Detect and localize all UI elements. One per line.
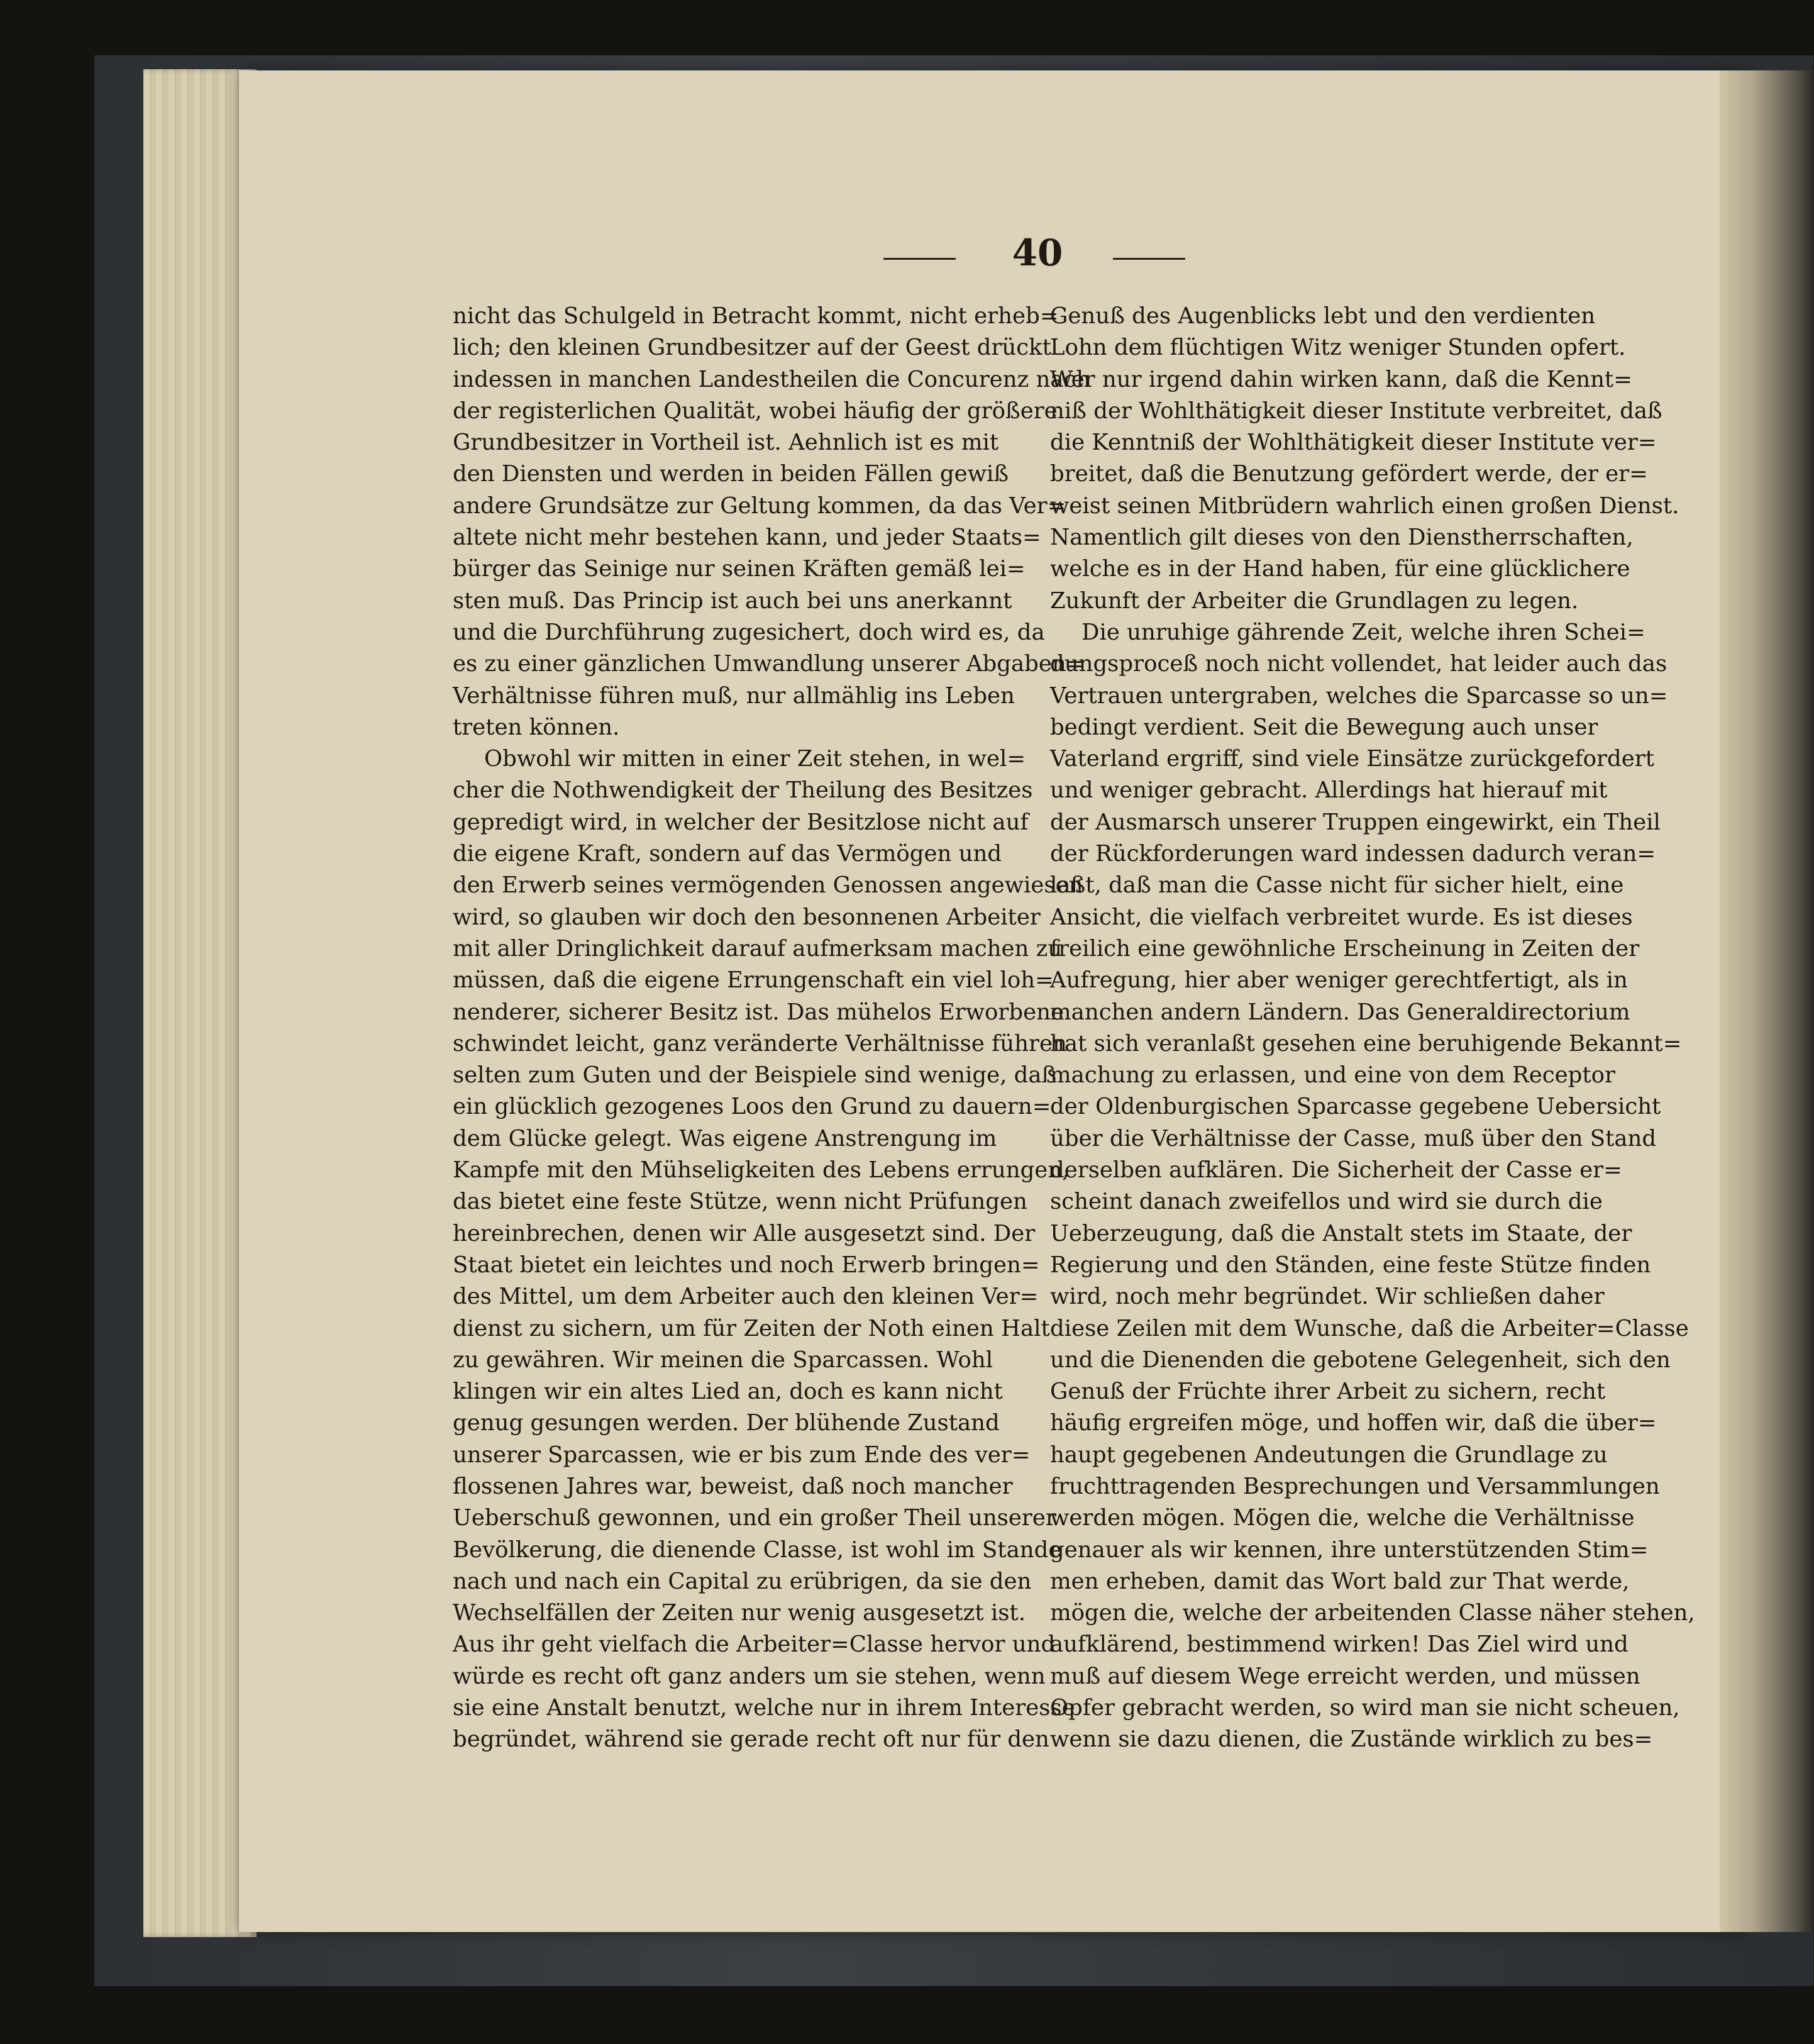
text-line: lich; den kleinen Grundbesitzer auf der Geest drückt <box>453 335 1051 361</box>
text-line: Regierung und den Ständen, eine feste Stütze finden <box>1050 1252 1651 1278</box>
text-line: Die unruhige gährende Zeit, welche ihren Schei= <box>1081 619 1645 645</box>
right-text-column <box>1050 301 1695 1756</box>
text-line: unserer Sparcassen, wie er bis zum Ende des ver= <box>453 1441 1031 1468</box>
text-line: men erheben, damit das Wort bald zur That werde, <box>1050 1568 1630 1594</box>
text-line: freilich eine gewöhnliche Erscheinung in Zeiten der <box>1050 935 1640 962</box>
text-line: bedingt verdient. Seit die Bewegung auch unser <box>1050 714 1598 740</box>
text-line: ein glücklich gezogenes Loos den Grund zu dauern= <box>453 1094 1051 1120</box>
text-line: Lohn dem flüchtigen Witz weniger Stunden opfert. <box>1050 335 1626 361</box>
text-line: die Kenntniß der Wohlthätigkeit dieser Institute ver= <box>1050 430 1657 456</box>
text-line: müssen, daß die eigene Errungenschaft ein viel loh= <box>453 967 1054 994</box>
text-line: Wechselfällen der Zeiten nur wenig ausgesetzt ist. <box>453 1600 1026 1626</box>
text-line: Obwohl wir mitten in einer Zeit stehen, in wel= <box>484 746 1026 772</box>
text-line: gepredigt wird, in welcher der Besitzlose nicht auf <box>453 809 1029 835</box>
text-line: Wer nur irgend dahin wirken kann, daß die Kennt= <box>1050 366 1632 392</box>
text-line: Ueberschuß gewonnen, und ein großer Theil unserer <box>453 1505 1056 1531</box>
text-line: weist seinen Mitbrüdern wahrlich einen großen Dienst. <box>1050 492 1679 519</box>
text-line: der Ausmarsch unserer Truppen eingewirkt, ein Theil <box>1050 809 1661 835</box>
text-line: welche es in der Hand haben, für eine glücklichere <box>1050 556 1630 582</box>
left-text-column <box>453 301 1091 1756</box>
text-line: wird, so glauben wir doch den besonnenen Arbeiter <box>453 904 1041 930</box>
text-line: altete nicht mehr bestehen kann, und jeder Staats= <box>453 525 1041 551</box>
text-line: des Mittel, um dem Arbeiter auch den kleinen Ver= <box>453 1284 1039 1310</box>
text-line: der registerlichen Qualität, wobei häufig der größere <box>453 397 1058 424</box>
book-gutter <box>1720 70 1814 1932</box>
text-line: den Diensten und werden in beiden Fällen gewiß <box>453 461 1009 487</box>
text-line: hereinbrechen, denen wir Alle ausgesetzt sind. Der <box>453 1220 1036 1247</box>
text-line: diese Zeilen mit dem Wunsche, daß die Arbeiter=Classe <box>1050 1315 1689 1341</box>
page-number: 40 <box>1012 231 1063 274</box>
text-line: häufig ergreifen möge, und hoffen wir, daß die über= <box>1050 1410 1657 1436</box>
text-line: cher die Nothwendigkeit der Theilung des Besitzes <box>453 777 1033 804</box>
text-line: Staat bietet ein leichtes und noch Erwerb bringen= <box>453 1252 1040 1278</box>
text-line: derselben aufklären. Die Sicherheit der Casse er= <box>1050 1157 1622 1184</box>
text-line: hat sich veranlaßt gesehen eine beruhigende Bekannt= <box>1050 1030 1682 1057</box>
text-line: sten muß. Das Princip ist auch bei uns anerkannt <box>453 587 1012 614</box>
text-line: Genuß der Früchte ihrer Arbeit zu sichern, recht <box>1050 1379 1606 1405</box>
text-line: Verhältnisse führen muß, nur allmählig ins Leben <box>453 682 1015 709</box>
text-line: das bietet eine feste Stütze, wenn nicht Prüfungen <box>453 1189 1027 1215</box>
text-line: genug gesungen werden. Der blühende Zustand <box>453 1410 1000 1436</box>
header-rule-left <box>883 258 956 260</box>
text-line: nenderer, sicherer Besitz ist. Das mühelos Erworbene <box>453 999 1064 1025</box>
text-line: über die Verhältnisse der Casse, muß über den Stand <box>1050 1125 1657 1152</box>
text-line: breitet, daß die Benutzung gefördert werde, der er= <box>1050 461 1648 487</box>
text-line: bürger das Seinige nur seinen Kräften gemäß lei= <box>453 556 1026 582</box>
text-line: den Erwerb seines vermögenden Genossen angewiesen <box>453 872 1083 899</box>
text-line: und weniger gebracht. Allerdings hat hierauf mit <box>1050 777 1608 804</box>
text-line: Aus ihr geht vielfach die Arbeiter=Classe hervor und <box>453 1631 1056 1658</box>
text-line: niß der Wohlthätigkeit dieser Institute verbreitet, daß <box>1050 397 1662 424</box>
text-line: sie eine Anstalt benutzt, welche nur in ihrem Interesse <box>453 1695 1075 1721</box>
text-line: nach und nach ein Capital zu erübrigen, da sie den <box>453 1568 1032 1594</box>
header-rule-right <box>1113 258 1185 260</box>
text-line: manchen andern Ländern. Das Generaldirectorium <box>1050 999 1630 1025</box>
text-line: würde es recht oft ganz anders um sie stehen, wenn <box>453 1663 1046 1689</box>
text-line: flossenen Jahres war, beweist, daß noch mancher <box>453 1473 1013 1499</box>
text-line: Vertrauen untergraben, welches die Sparcasse so un= <box>1050 682 1668 709</box>
text-line: Bevölkerung, die dienende Classe, ist wohl im Stande <box>453 1536 1062 1563</box>
text-line: Aufregung, hier aber weniger gerechtfertigt, als in <box>1050 967 1628 994</box>
text-line: Vaterland ergriff, sind viele Einsätze zurückgefordert <box>1050 746 1654 772</box>
text-line: genauer als wir kennen, ihre unterstützenden Stim= <box>1050 1536 1649 1563</box>
text-line: Opfer gebracht werden, so wird man sie nicht scheuen, <box>1050 1695 1680 1721</box>
text-line: fruchttragenden Besprechungen und Versammlungen <box>1050 1473 1660 1499</box>
text-line: muß auf diesem Wege erreicht werden, und müssen <box>1050 1663 1640 1689</box>
text-line: laßt, daß man die Casse nicht für sicher hielt, eine <box>1050 872 1624 899</box>
text-line: nicht das Schulgeld in Betracht kommt, nicht erheb= <box>453 303 1059 329</box>
text-line: mit aller Dringlichkeit darauf aufmerksam machen zu <box>453 935 1063 962</box>
text-line: wenn sie dazu dienen, die Zustände wirklich zu bes= <box>1050 1726 1653 1753</box>
text-line: scheint danach zweifellos und wird sie durch die <box>1050 1189 1603 1215</box>
text-line: indessen in manchen Landestheilen die Concurenz nach <box>453 366 1091 392</box>
text-line: Ansicht, die vielfach verbreitet wurde. Es ist dieses <box>1050 904 1633 930</box>
text-line: dienst zu sichern, um für Zeiten der Noth einen Halt <box>453 1315 1050 1341</box>
text-line: Genuß des Augenblicks lebt und den verdienten <box>1050 303 1596 329</box>
text-line: es zu einer gänzlichen Umwandlung unserer Abgaben= <box>453 651 1085 677</box>
text-line: der Oldenburgischen Sparcasse gegebene Uebersicht <box>1050 1094 1661 1120</box>
text-line: Namentlich gilt dieses von den Dienstherrschaften, <box>1050 525 1634 551</box>
text-line: dungsproceß noch nicht vollendet, hat leider auch das <box>1050 651 1667 677</box>
text-line: treten können. <box>453 714 620 740</box>
text-line: klingen wir ein altes Lied an, doch es kann nicht <box>453 1379 1003 1405</box>
text-line: wird, noch mehr begründet. Wir schließen daher <box>1050 1284 1605 1310</box>
text-line: selten zum Guten und der Beispiele sind wenige, daß <box>453 1062 1057 1089</box>
text-line: dem Glücke gelegt. Was eigene Anstrengung im <box>453 1125 997 1152</box>
text-line: werden mögen. Mögen die, welche die Verhältnisse <box>1050 1505 1635 1531</box>
text-line: Kampfe mit den Mühseligkeiten des Lebens errungen, <box>453 1157 1070 1184</box>
text-line: machung zu erlassen, und eine von dem Receptor <box>1050 1062 1616 1089</box>
text-line: zu gewähren. Wir meinen die Sparcassen. Wohl <box>453 1347 993 1373</box>
text-line: aufklärend, bestimmend wirken! Das Ziel wird und <box>1050 1631 1629 1658</box>
text-line: begründet, während sie gerade recht oft nur für den <box>453 1726 1049 1753</box>
text-line: und die Durchführung zugesichert, doch wird es, da <box>453 619 1045 645</box>
text-line: Ueberzeugung, daß die Anstalt stets im Staate, der <box>1050 1220 1632 1247</box>
text-line: Grundbesitzer in Vortheil ist. Aehnlich ist es mit <box>453 430 999 456</box>
text-line: schwindet leicht, ganz veränderte Verhältnisse führen <box>453 1030 1067 1057</box>
text-line: Zukunft der Arbeiter die Grundlagen zu legen. <box>1050 587 1579 614</box>
text-line: haupt gegebenen Andeutungen die Grundlage zu <box>1050 1441 1608 1468</box>
text-line: der Rückforderungen ward indessen dadurch veran= <box>1050 841 1656 867</box>
text-line: die eigene Kraft, sondern auf das Vermögen und <box>453 841 1002 867</box>
text-line: mögen die, welche der arbeitenden Classe näher stehen, <box>1050 1600 1695 1626</box>
text-line: und die Dienenden die gebotene Gelegenheit, sich den <box>1050 1347 1671 1373</box>
text-line: andere Grundsätze zur Geltung kommen, da das Ver= <box>453 492 1066 519</box>
